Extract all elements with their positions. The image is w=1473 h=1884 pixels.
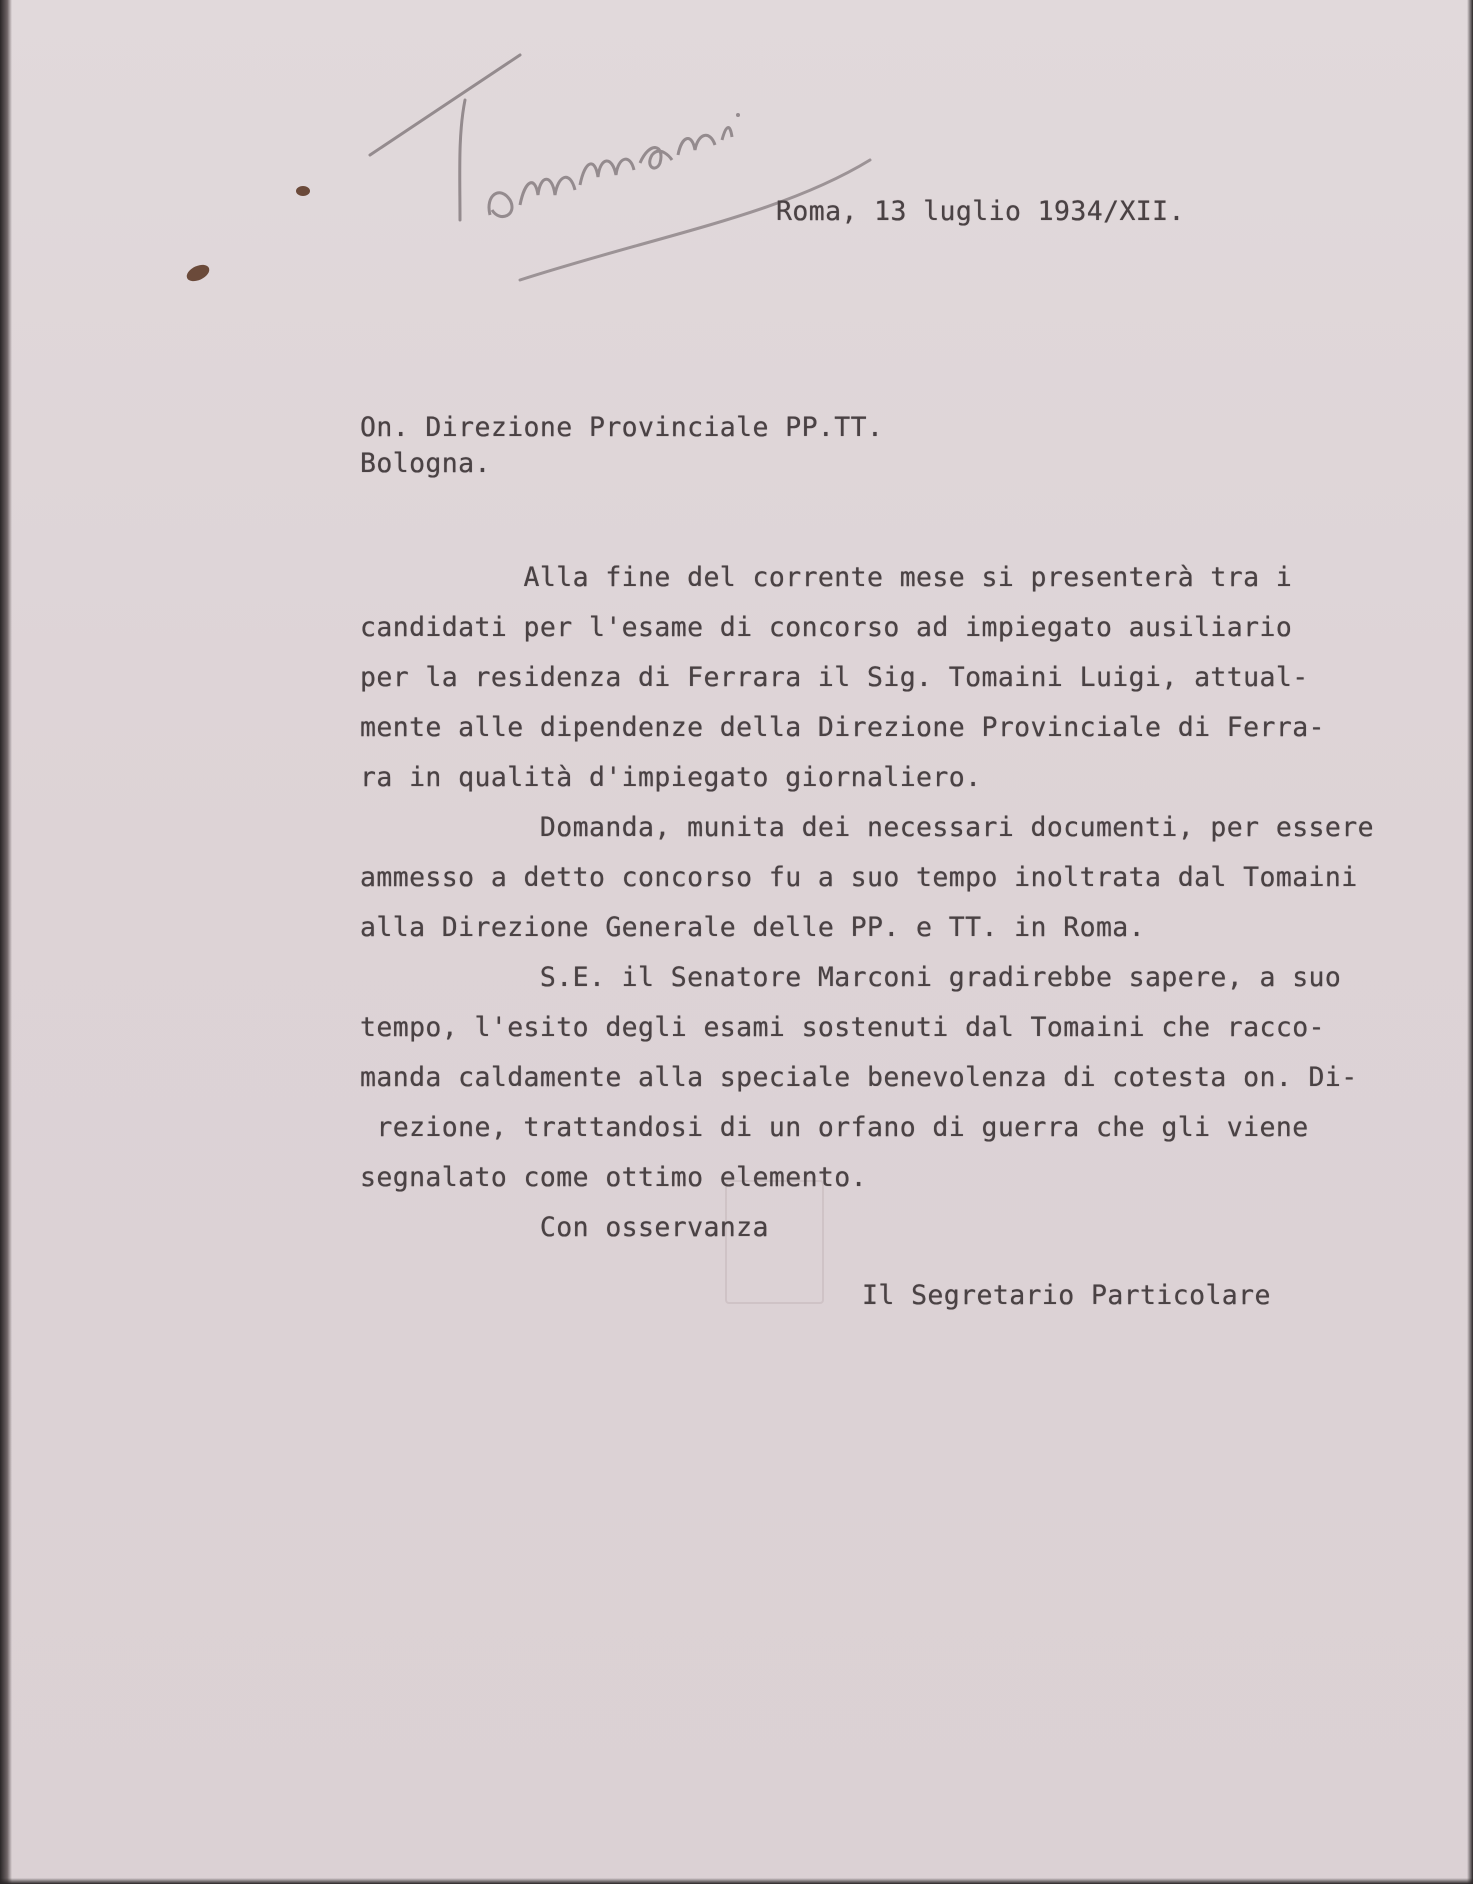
body-line: per la residenza di Ferrara il Sig. Tomaini Luigi, attual- — [360, 662, 1309, 693]
recipient-line-2: Bologna. — [360, 448, 491, 479]
body-line: rezione, trattandosi di un orfano di guerra che gli viene — [360, 1112, 1309, 1143]
scan-edge-left — [0, 0, 12, 1884]
body-line: candidati per l'esame di concorso ad impiegato ausiliario — [360, 612, 1293, 643]
body-line: ammesso a detto concorso fu a suo tempo inoltrata dal Tomaini — [360, 862, 1358, 893]
body-line: S.E. il Senatore Marconi gradirebbe sapere, a suo — [360, 962, 1342, 993]
body-line: mente alle dipendenze della Direzione Provinciale di Ferra- — [360, 712, 1325, 743]
signature-line: Il Segretario Particolare — [862, 1280, 1271, 1311]
body-line: ra in qualità d'impiegato giornaliero. — [360, 762, 982, 793]
pencil-annotation — [360, 45, 880, 295]
body-line: segnalato come ottimo elemento. — [360, 1162, 867, 1193]
body-line: alla Direzione Generale delle PP. e TT. in Roma. — [360, 912, 1146, 943]
scan-edge-right — [1467, 0, 1473, 1884]
body-line: tempo, l'esito degli esami sostenuti dal Tomaini che racco- — [360, 1012, 1325, 1043]
closing-line: Con osservanza — [360, 1212, 769, 1243]
ink-spot — [184, 262, 212, 285]
date-line: Roma, 13 luglio 1934/XII. — [776, 196, 1185, 227]
recipient-line-1: On. Direzione Provinciale PP.TT. — [360, 412, 884, 443]
ink-spot — [296, 186, 310, 196]
scan-edge-bottom — [0, 1878, 1473, 1884]
body-line: Alla fine del corrente mese si presenterà tra i — [360, 562, 1293, 593]
body-line: Domanda, munita dei necessari documenti, per essere — [360, 812, 1374, 843]
body-line: manda caldamente alla speciale benevolenza di cotesta on. Di- — [360, 1062, 1358, 1093]
